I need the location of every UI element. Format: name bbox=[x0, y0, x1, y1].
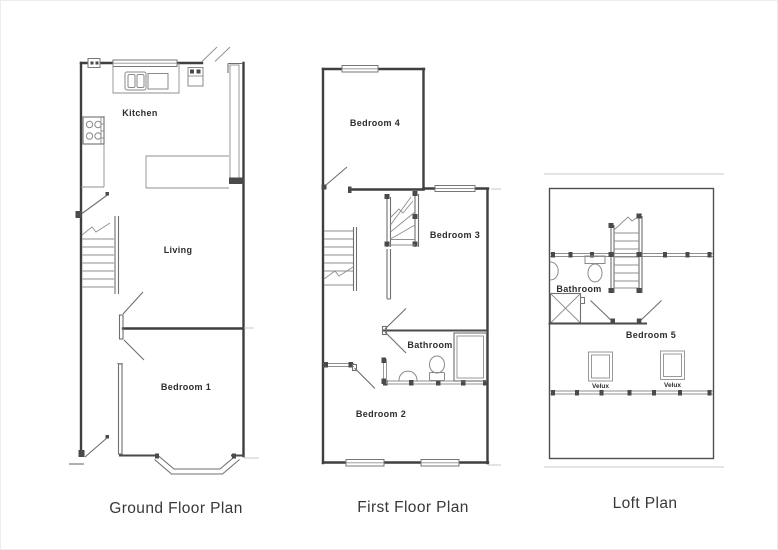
bedroom1-door bbox=[117, 340, 144, 454]
kitchen-stove bbox=[83, 117, 104, 144]
room-label-living: Living bbox=[163, 245, 193, 255]
bedroom2-wall bbox=[323, 362, 375, 389]
bay-window bbox=[155, 454, 240, 475]
room-label-kitchen: Kitchen bbox=[122, 108, 158, 118]
velux-label-right: Velux bbox=[664, 382, 681, 389]
ground-floor-title: Ground Floor Plan bbox=[109, 500, 243, 517]
bedroom3-window bbox=[435, 186, 475, 192]
room-label-bathroom-loft: Bathroom bbox=[556, 284, 602, 294]
ground-side-return-wall bbox=[202, 47, 244, 184]
bathroom-toilet bbox=[430, 356, 445, 381]
ground-walls bbox=[69, 63, 259, 464]
first-floor-plan bbox=[322, 66, 502, 517]
loft-plan-title: Loft Plan bbox=[612, 495, 678, 512]
first-floor-title: First Floor Plan bbox=[357, 499, 469, 516]
kitchen-floor-edge bbox=[146, 156, 229, 188]
living-door bbox=[120, 292, 144, 339]
kitchen-window bbox=[113, 60, 177, 67]
velux-window-right bbox=[661, 351, 685, 380]
loft-bathroom-shower bbox=[551, 294, 585, 324]
ground-stairs bbox=[82, 216, 119, 294]
kitchen-appliance-box bbox=[188, 68, 203, 87]
room-label-bedroom4: Bedroom 4 bbox=[349, 118, 401, 128]
bedroom5-doors bbox=[591, 301, 662, 324]
ground-floor-plan bbox=[69, 47, 259, 517]
room-label-bedroom2: Bedroom 2 bbox=[355, 409, 407, 419]
loft-bathroom-toilet bbox=[585, 256, 605, 282]
room-label-bedroom5: Bedroom 5 bbox=[625, 330, 677, 340]
room-label-bedroom3: Bedroom 3 bbox=[429, 230, 481, 240]
loft-stairs-winder bbox=[385, 191, 419, 247]
bedroom4-window bbox=[342, 66, 378, 73]
bedroom4-door bbox=[322, 167, 352, 193]
landing-wall bbox=[387, 249, 391, 299]
kitchen-sink bbox=[125, 72, 168, 90]
loft-bathroom-basin bbox=[550, 262, 558, 280]
loft-plan bbox=[544, 174, 724, 512]
room-label-bathroom-first: Bathroom bbox=[407, 340, 453, 350]
kitchen-vent-box bbox=[88, 59, 100, 68]
first-walls bbox=[323, 69, 501, 465]
velux-window-left bbox=[589, 352, 613, 381]
bathroom-shower bbox=[454, 333, 487, 381]
bedroom2-window-right bbox=[421, 460, 459, 467]
floorplan-drawing bbox=[1, 1, 778, 550]
room-label-bedroom1: Bedroom 1 bbox=[160, 382, 212, 392]
loft-stud-wall-bottom bbox=[550, 390, 713, 396]
bathroom-basin bbox=[399, 371, 417, 380]
velux-label-left: Velux bbox=[592, 383, 609, 390]
front-door bbox=[79, 435, 110, 457]
first-stairs-down bbox=[324, 227, 357, 291]
kitchen-counter bbox=[81, 63, 179, 187]
bedroom2-window-left bbox=[346, 460, 384, 467]
